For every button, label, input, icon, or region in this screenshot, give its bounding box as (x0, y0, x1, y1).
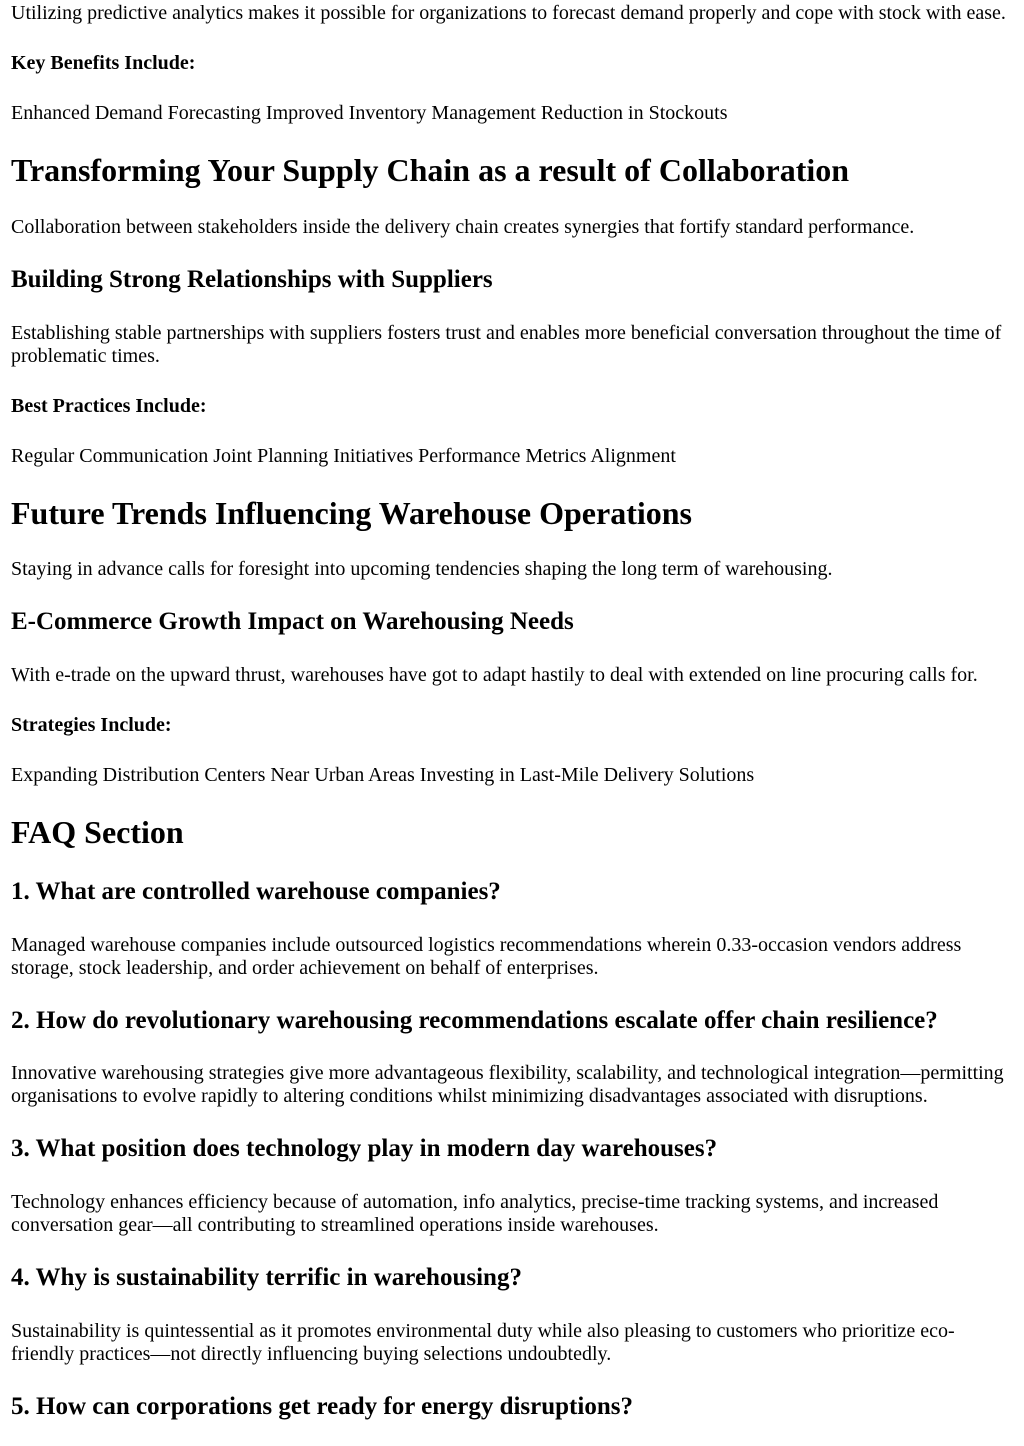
faq-question-heading: 4. Why is sustainability terrific in warehousing? (11, 1264, 522, 1292)
paragraph: Staying in advance calls for foresight into upcoming tendencies shaping the long term of warehousing. (11, 558, 833, 581)
label-heading: Best Practices Include: (11, 394, 207, 417)
faq-answer-paragraph: Sustainability is quintessential as it promotes environmental duty while also pleasing to customers who prioritize eco-friendly practices—not directly influencing buying selections undoubtedly. (11, 1319, 955, 1365)
section-heading: Future Trends Influencing Warehouse Operations (11, 494, 692, 531)
faq-answer-paragraph: Innovative warehousing strategies give more advantageous flexibility, scalability, and technological integration—permitting organisations to evolve rapidly to altering conditions whilst minimizing disadvantages associated with disruptions. (11, 1062, 1004, 1108)
faq-question-heading: 3. What position does technology play in modern day warehouses? (11, 1135, 718, 1163)
paragraph: Regular Communication Joint Planning Initiatives Performance Metrics Alignment (11, 444, 676, 467)
subsection-heading: E-Commerce Growth Impact on Warehousing Needs (11, 608, 574, 636)
paragraph: Expanding Distribution Centers Near Urban Areas Investing in Last-Mile Delivery Solutions (11, 764, 755, 787)
paragraph: Enhanced Demand Forecasting Improved Inventory Management Reduction in Stockouts (11, 102, 728, 124)
paragraph: With e-trade on the upward thrust, warehouses have got to adapt hastily to deal with extended on line procuring calls for. (11, 664, 978, 687)
faq-question-heading: 5. How can corporations get ready for energy disruptions? (11, 1392, 633, 1420)
faq-answer-paragraph: Technology enhances efficiency because of automation, info analytics, precise-time tracking systems, and increased conversation gear—all contributing to streamlined operations inside warehouses. (11, 1191, 939, 1237)
faq-question-heading: 2. How do revolutionary warehousing recommendations escalate offer chain resilience? (11, 1006, 938, 1034)
label-heading: Key Benefits Include: (11, 52, 196, 74)
paragraph: Utilizing predictive analytics makes it possible for organizations to forecast demand properly and cope with stock with ease. (11, 2, 1006, 24)
paragraph: Establishing stable partnerships with suppliers fosters trust and enables more beneficial conversation throughout the time of problematic times. (11, 321, 1002, 367)
section-heading: Transforming Your Supply Chain as a result of Collaboration (11, 152, 850, 188)
label-heading: Strategies Include: (11, 714, 172, 737)
faq-answer-paragraph: Managed warehouse companies include outsourced logistics recommendations wherein 0.33-occasion vendors address storage, stock leadership, and order achievement on behalf of enterprises. (11, 933, 962, 979)
paragraph: Collaboration between stakeholders inside the delivery chain creates synergies that fortify standard performance. (11, 215, 915, 238)
faq-question-heading: 1. What are controlled warehouse companies? (11, 877, 501, 905)
section-heading: FAQ Section (11, 814, 184, 851)
subsection-heading: Building Strong Relationships with Suppliers (11, 265, 493, 293)
